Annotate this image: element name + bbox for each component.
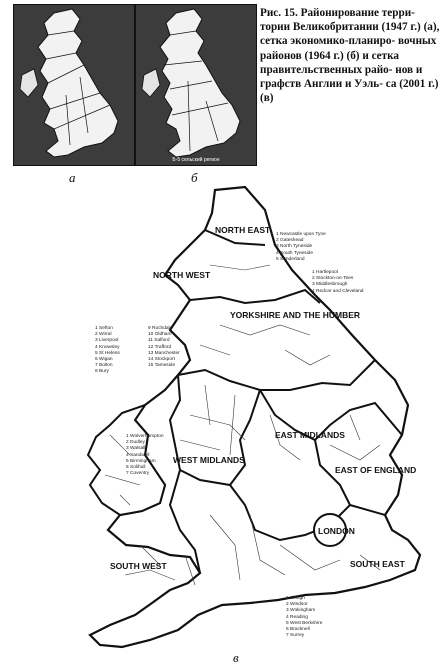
legend-item: 1 Sefton (95, 326, 113, 331)
region-london: LONDON (318, 526, 355, 536)
legend-yorkshire (312, 270, 363, 295)
legend-item: 1 Slough (286, 596, 305, 601)
legend-item: 2 Stockton-on-Tees (312, 276, 354, 282)
legend-item: 7 Surrey (286, 633, 305, 639)
map-1964-footer: Б-5 сельский регион (172, 157, 220, 163)
legend-item: 3 Walsall (126, 446, 146, 452)
region-north-west: NORTH WEST (153, 270, 211, 280)
region-yorkshire: YORKSHIRE AND THE HUMBER (230, 310, 361, 320)
legend-item: 4 Knowsley (95, 344, 120, 350)
legend-item: 2 Wirral (95, 332, 112, 338)
legend-item: 5 West Berkshire (286, 620, 323, 626)
legend-item: 6 Solihull (126, 465, 146, 471)
legend-north-east (276, 232, 326, 263)
region-east-of-england: EAST OF ENGLAND (335, 465, 417, 475)
caption-line: вочных районов (1964 г.) (б) и (260, 35, 437, 62)
figure-caption (260, 6, 440, 105)
legend-item: 4 Reading (286, 614, 308, 620)
caption-line: (а), сетка экономико-планиро- (260, 21, 440, 48)
map-1947-label: а (69, 170, 76, 185)
legend-item: 2 Gateshead (276, 238, 304, 244)
map-2001-drawing (30, 185, 440, 650)
legend-item: 3 North Tyneside (276, 244, 313, 250)
legend-item: 11 Salford (148, 338, 170, 344)
legend-item: 14 Stockport (148, 357, 175, 363)
legend-item: 1 Newcastle upon Tyne (276, 232, 326, 237)
legend-item: 6 Wigan (95, 357, 113, 363)
caption-line: сетка правительственных райо- (260, 49, 400, 76)
caption-line: тории Великобритании (1947 г.) (260, 21, 421, 34)
region-west-midlands: WEST MIDLANDS (173, 455, 245, 465)
legend-item: 5 Birmingham (126, 458, 156, 464)
legend-item: 8 Bury (95, 369, 109, 375)
legend-item: 2 Dudley (126, 440, 145, 446)
caption-line: нов и графств Англии и Уэль- (260, 63, 423, 91)
legend-item: 1 Wolverhampton (126, 434, 164, 439)
region-east-midlands: EAST MIDLANDS (275, 430, 345, 440)
map-1964-label: б (191, 170, 198, 185)
region-south-east: SOUTH EAST (350, 559, 405, 569)
legend-item: 15 Tameside (148, 363, 176, 369)
legend-item: 4 Sandwell (126, 452, 150, 458)
caption-line: Рис. 15. Районирование терри- (260, 7, 415, 19)
caption-line: са (2001 г.) (в) (260, 78, 439, 105)
legend-item: 6 Bracknell (286, 627, 310, 633)
legend-item: 12 Trafford (148, 344, 172, 350)
legend-item: 5 Sunderland (276, 256, 305, 262)
legend-item: 1 Hartlepool (312, 270, 338, 275)
legend-item: 10 Oldham (148, 332, 172, 338)
map-1947 (13, 4, 135, 166)
legend-north-west (95, 326, 195, 376)
legend-item: 3 Liverpool (95, 338, 119, 344)
legend-south-east (286, 596, 322, 639)
map-1964 (135, 4, 257, 166)
map-2001 (30, 185, 440, 650)
legend-item: 7 Coventry (126, 471, 150, 477)
legend-item: 2 Windsor (286, 602, 308, 608)
legend-item: 4 Redcar and Cleveland (312, 288, 364, 294)
legend-item: 13 Manchester (148, 350, 180, 356)
legend-item: 5 St Helens (95, 350, 120, 356)
legend-item: 3 Middlesbrough (312, 282, 348, 288)
legend-item: 7 Bolton (95, 363, 113, 369)
legend-west-midlands (126, 434, 164, 477)
map-2001-label: в (233, 650, 239, 665)
map-1964-drawing (136, 5, 256, 165)
region-south-west: SOUTH WEST (110, 561, 167, 571)
legend-item: 9 Rochdale (148, 326, 173, 331)
legend-item: 3 Wokingham (286, 608, 316, 614)
region-north-east: NORTH EAST (215, 225, 271, 235)
map-1947-drawing (14, 5, 134, 165)
legend-item: 4 South Tyneside (276, 250, 313, 256)
